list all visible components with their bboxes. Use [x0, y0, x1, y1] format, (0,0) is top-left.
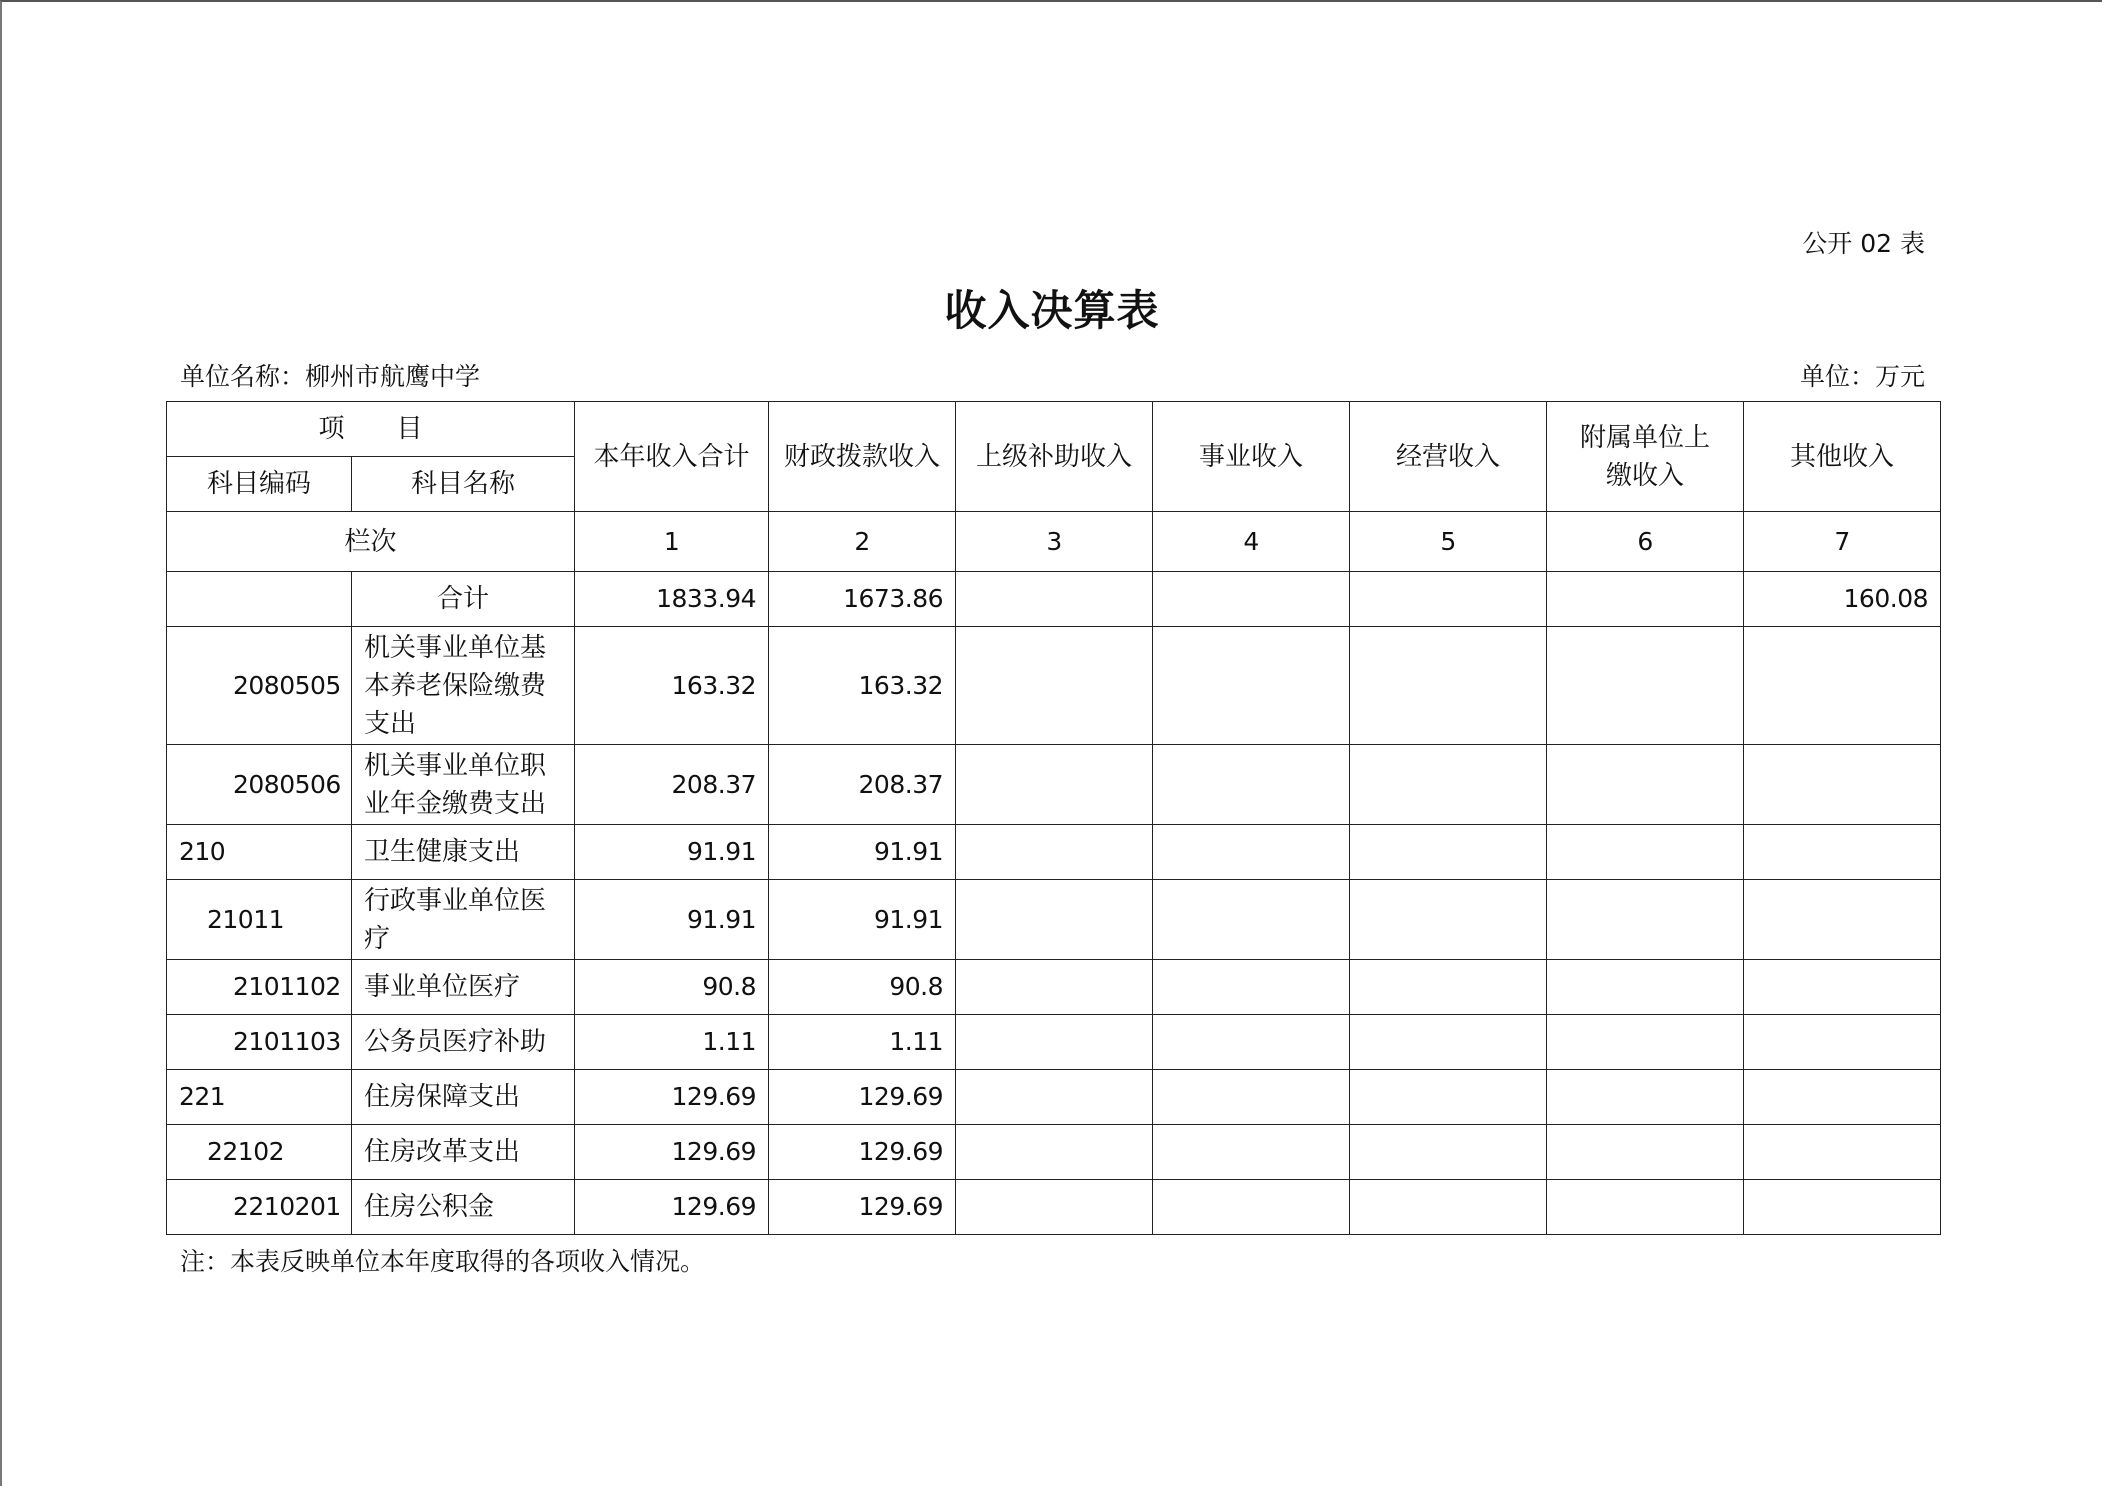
- unit-name: 单位名称：柳州市航鹰中学: [180, 362, 481, 391]
- value-col-2: 91.91: [769, 825, 956, 880]
- income-table: [166, 401, 1941, 1235]
- value-col-2: 208.37: [769, 745, 956, 825]
- subject-code: 2101103: [167, 1015, 352, 1070]
- value-col-2: 1.11: [769, 1015, 956, 1070]
- value-col-6: [1547, 1015, 1744, 1070]
- header-col-1: 本年收入合计: [575, 402, 769, 512]
- header-col-3: 上级补助收入: [956, 402, 1153, 512]
- column-number-3: 3: [956, 512, 1153, 572]
- value-col-3: [956, 1125, 1153, 1180]
- header-col-5: 经营收入: [1350, 402, 1547, 512]
- subject-name: 住房改革支出: [352, 1125, 575, 1180]
- value-col-7: [1744, 960, 1941, 1015]
- total-value-4: [1153, 572, 1350, 627]
- value-col-6: [1547, 745, 1744, 825]
- value-col-6: [1547, 960, 1744, 1015]
- subject-code: 2101102: [167, 960, 352, 1015]
- total-code-cell: [167, 572, 352, 627]
- header-project: 项 目: [167, 402, 575, 457]
- value-col-7: [1744, 1070, 1941, 1125]
- value-col-2: 163.32: [769, 627, 956, 745]
- subject-code: 2080505: [167, 627, 352, 745]
- value-col-2: 91.91: [769, 880, 956, 960]
- value-col-5: [1350, 880, 1547, 960]
- subject-name: 机关事业单位职业年金缴费支出: [352, 745, 575, 825]
- total-value-7: 160.08: [1744, 572, 1941, 627]
- table-row: [167, 1180, 1941, 1235]
- value-col-1: 1.11: [575, 1015, 769, 1070]
- value-col-7: [1744, 880, 1941, 960]
- header-col-2: 财政拨款收入: [769, 402, 956, 512]
- column-number-1: 1: [575, 512, 769, 572]
- value-col-4: [1153, 880, 1350, 960]
- value-col-6: [1547, 1125, 1744, 1180]
- value-col-3: [956, 1070, 1153, 1125]
- value-col-1: 208.37: [575, 745, 769, 825]
- value-col-7: [1744, 825, 1941, 880]
- value-col-4: [1153, 1015, 1350, 1070]
- value-col-2: 129.69: [769, 1070, 956, 1125]
- subject-name: 机关事业单位基本养老保险缴费支出: [352, 627, 575, 745]
- table-row: [167, 880, 1941, 960]
- subject-code: 210: [167, 825, 352, 880]
- value-col-3: [956, 745, 1153, 825]
- subject-code: 2210201: [167, 1180, 352, 1235]
- column-number-6: 6: [1547, 512, 1744, 572]
- total-value-2: 1673.86: [769, 572, 956, 627]
- value-col-5: [1350, 1015, 1547, 1070]
- value-col-2: 129.69: [769, 1125, 956, 1180]
- subject-code: 22102: [167, 1125, 352, 1180]
- header-col-7: 其他收入: [1744, 402, 1941, 512]
- value-col-5: [1350, 1070, 1547, 1125]
- value-col-2: 129.69: [769, 1180, 956, 1235]
- table-row: [167, 1125, 1941, 1180]
- footnote: 注：本表反映单位本年度取得的各项收入情况。: [180, 1247, 706, 1276]
- subject-name: 住房公积金: [352, 1180, 575, 1235]
- value-col-7: [1744, 1125, 1941, 1180]
- value-col-4: [1153, 825, 1350, 880]
- header-col-6: 附属单位上缴收入: [1547, 402, 1744, 512]
- subject-name: 公务员医疗补助: [352, 1015, 575, 1070]
- value-col-3: [956, 1015, 1153, 1070]
- value-col-5: [1350, 960, 1547, 1015]
- header-name: 科目名称: [352, 457, 575, 512]
- header-row-1: [167, 402, 1941, 457]
- value-col-4: [1153, 960, 1350, 1015]
- table-row: [167, 825, 1941, 880]
- value-col-1: 129.69: [575, 1070, 769, 1125]
- table-row: [167, 1015, 1941, 1070]
- column-number-2: 2: [769, 512, 956, 572]
- column-number-row: [167, 512, 1941, 572]
- value-col-6: [1547, 627, 1744, 745]
- subject-name: 行政事业单位医疗: [352, 880, 575, 960]
- value-col-1: 90.8: [575, 960, 769, 1015]
- total-value-6: [1547, 572, 1744, 627]
- header-col-4: 事业收入: [1153, 402, 1350, 512]
- table-row: [167, 745, 1941, 825]
- subject-name: 卫生健康支出: [352, 825, 575, 880]
- table-row: [167, 1070, 1941, 1125]
- page-title: 收入决算表: [944, 286, 1160, 335]
- value-col-4: [1153, 1180, 1350, 1235]
- value-col-5: [1350, 825, 1547, 880]
- value-col-6: [1547, 825, 1744, 880]
- value-col-7: [1744, 1180, 1941, 1235]
- value-col-3: [956, 825, 1153, 880]
- table-row: [167, 627, 1941, 745]
- column-number-7: 7: [1744, 512, 1941, 572]
- total-value-1: 1833.94: [575, 572, 769, 627]
- subject-code: 221: [167, 1070, 352, 1125]
- value-col-6: [1547, 880, 1744, 960]
- value-col-4: [1153, 627, 1350, 745]
- value-col-4: [1153, 1070, 1350, 1125]
- column-label: 栏次: [167, 512, 575, 572]
- total-value-5: [1350, 572, 1547, 627]
- value-col-1: 91.91: [575, 880, 769, 960]
- data-rows: [167, 627, 1941, 1235]
- unit-label: 单位：万元: [1799, 362, 1925, 391]
- subject-name: 事业单位医疗: [352, 960, 575, 1015]
- value-col-7: [1744, 1015, 1941, 1070]
- value-col-5: [1350, 1125, 1547, 1180]
- value-col-4: [1153, 1125, 1350, 1180]
- value-col-3: [956, 1180, 1153, 1235]
- total-row: [167, 572, 1941, 627]
- subject-name: 住房保障支出: [352, 1070, 575, 1125]
- value-col-4: [1153, 745, 1350, 825]
- value-col-6: [1547, 1070, 1744, 1125]
- value-col-1: 129.69: [575, 1180, 769, 1235]
- value-col-3: [956, 960, 1153, 1015]
- value-col-3: [956, 880, 1153, 960]
- value-col-1: 91.91: [575, 825, 769, 880]
- value-col-5: [1350, 627, 1547, 745]
- column-number-5: 5: [1350, 512, 1547, 572]
- value-col-5: [1350, 745, 1547, 825]
- value-col-1: 163.32: [575, 627, 769, 745]
- form-code: 公开 02 表: [1802, 229, 1925, 258]
- value-col-5: [1350, 1180, 1547, 1235]
- subject-code: 21011: [167, 880, 352, 960]
- column-number-4: 4: [1153, 512, 1350, 572]
- value-col-2: 90.8: [769, 960, 956, 1015]
- header-code: 科目编码: [167, 457, 352, 512]
- subject-code: 2080506: [167, 745, 352, 825]
- total-value-3: [956, 572, 1153, 627]
- value-col-3: [956, 627, 1153, 745]
- value-col-6: [1547, 1180, 1744, 1235]
- total-label: 合计: [352, 572, 575, 627]
- table-row: [167, 960, 1941, 1015]
- value-col-7: [1744, 627, 1941, 745]
- value-col-1: 129.69: [575, 1125, 769, 1180]
- value-col-7: [1744, 745, 1941, 825]
